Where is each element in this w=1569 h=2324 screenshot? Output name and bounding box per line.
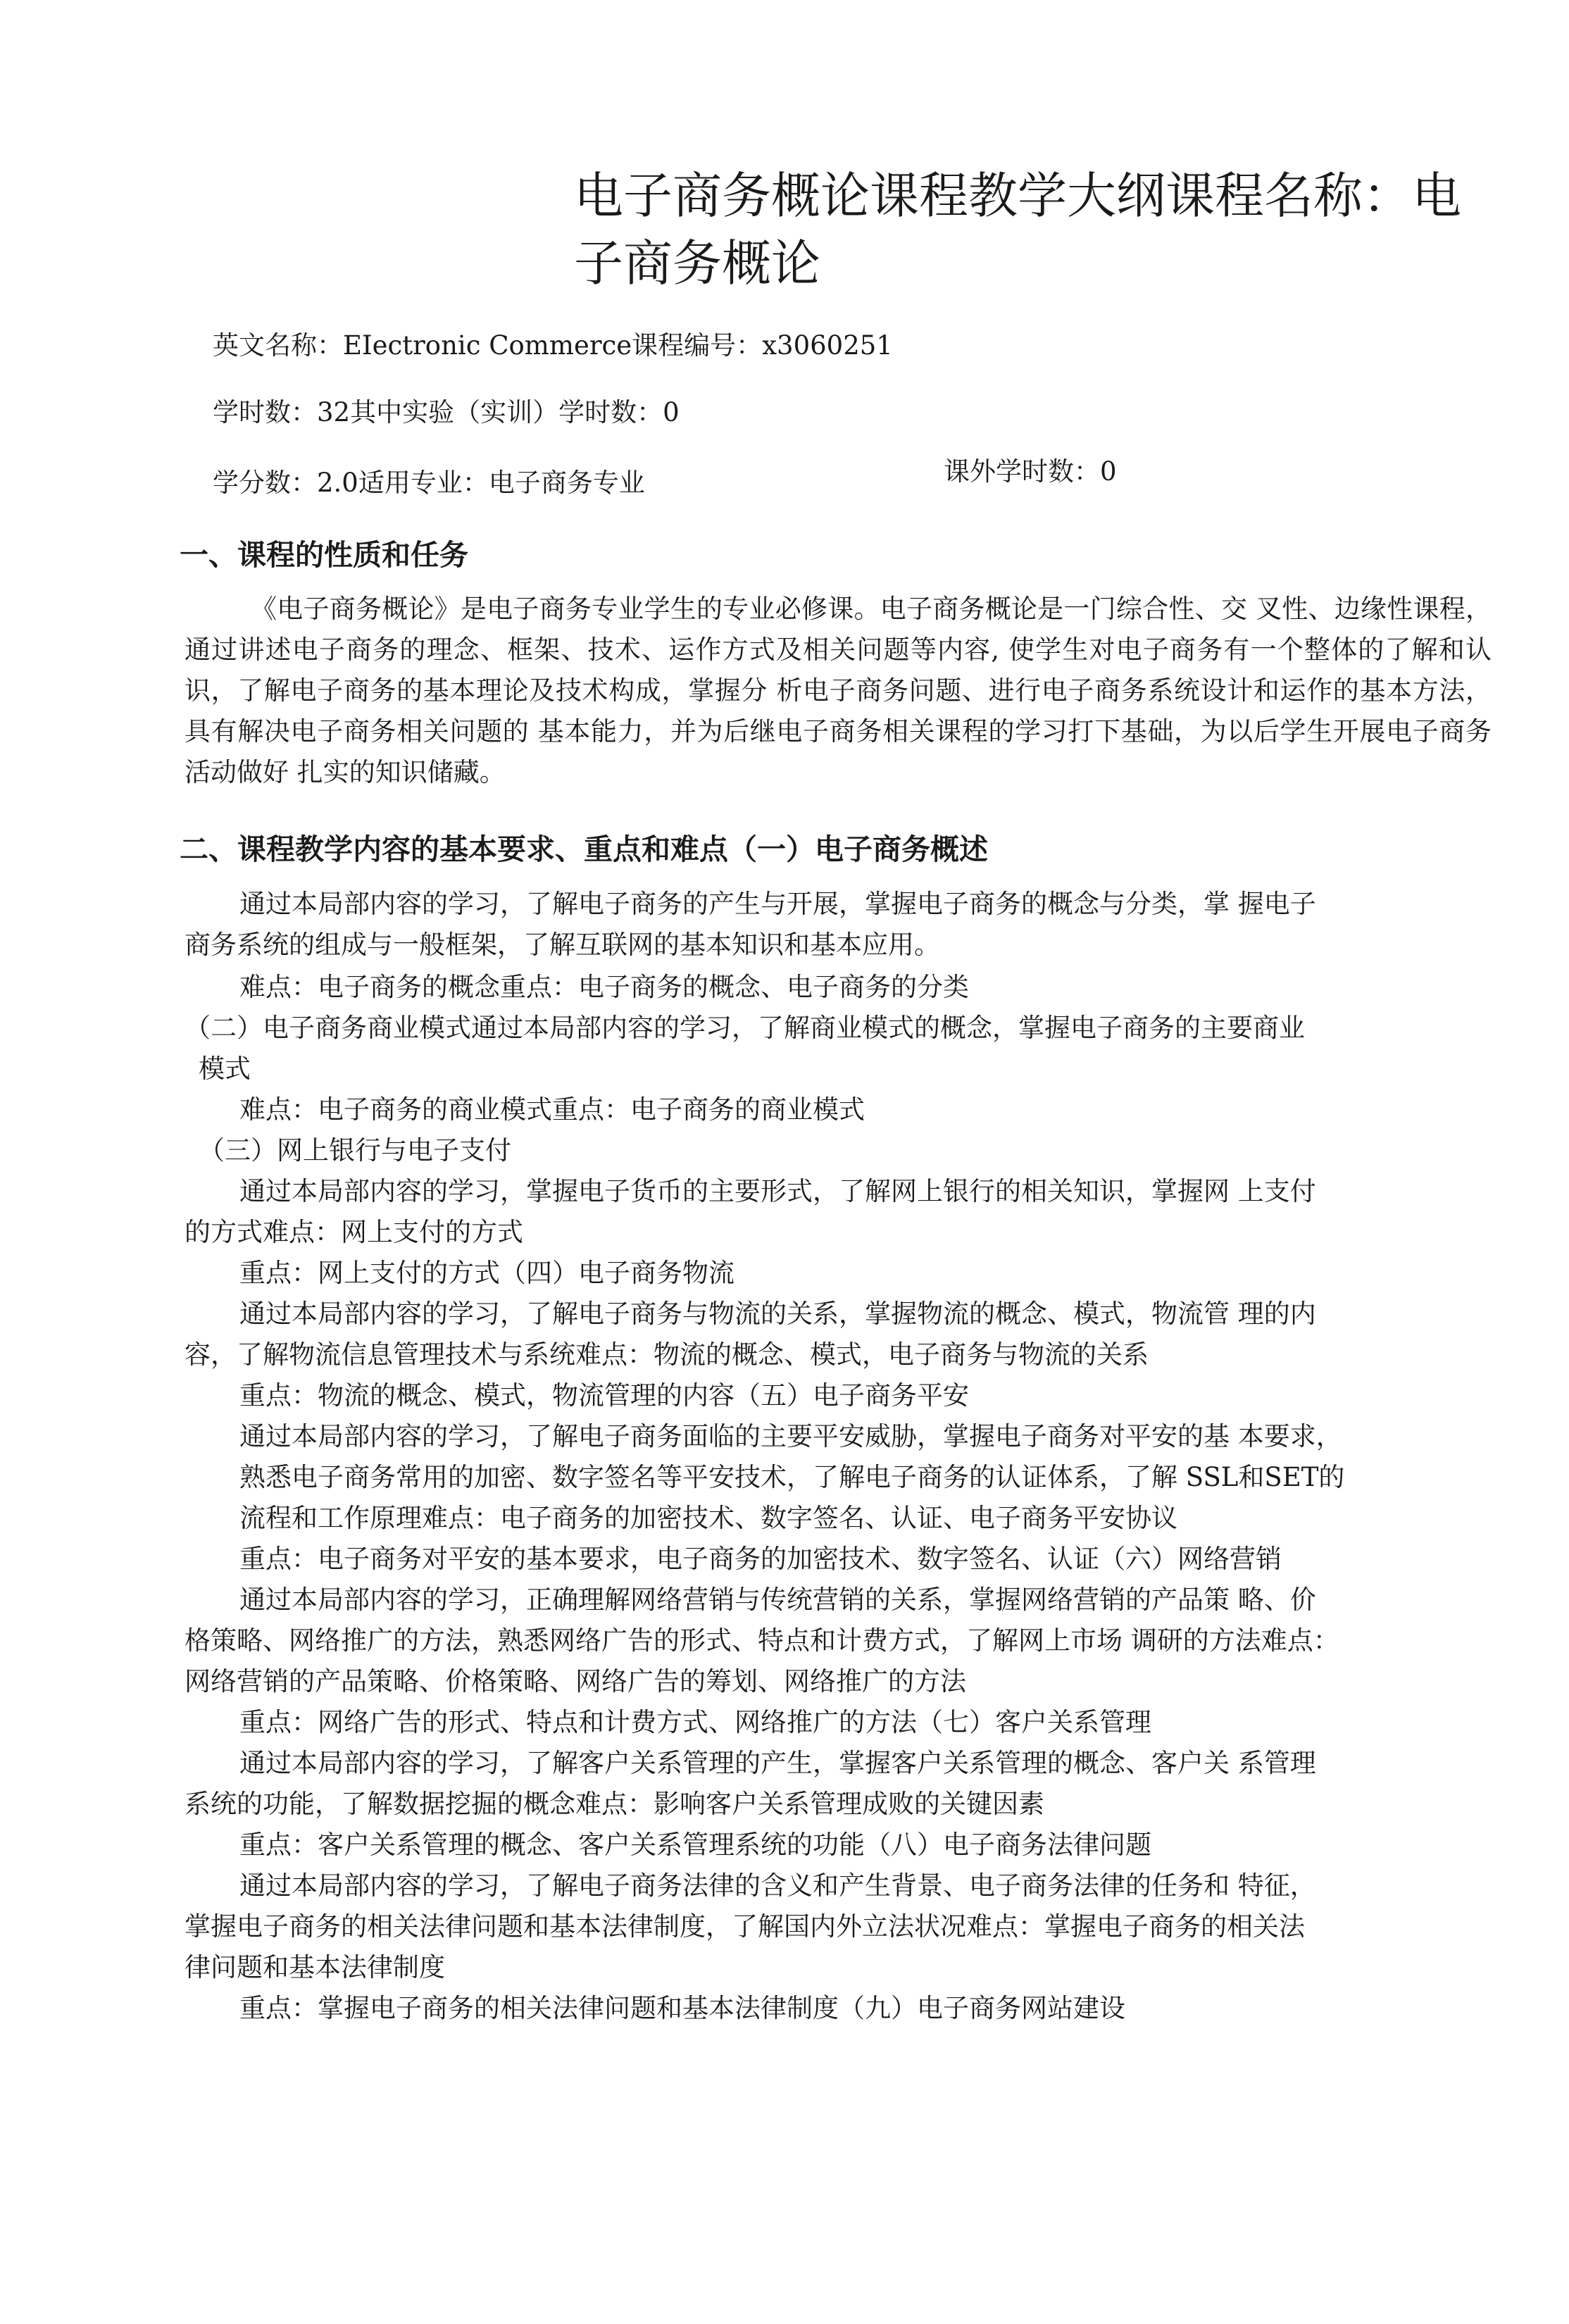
content-line: 系统的功能，了解数据挖掘的概念难点：影响客户关系管理成败的关键因素 bbox=[185, 1789, 1044, 1819]
content-line: 通过本局部内容的学习，正确理解网络营销与传统营销的关系，掌握网络营销的产品策 略、价 bbox=[239, 1585, 1316, 1615]
content-line: 流程和工作原理难点：电子商务的加密技术、数字签名、认证、电子商务平安协议 bbox=[239, 1503, 1177, 1533]
content-line: 重点：网络广告的形式、特点和计费方式、网络推广的方法（七）客户关系管理 bbox=[239, 1707, 1151, 1737]
content-line: 的方式难点：网上支付的方式 bbox=[185, 1217, 523, 1247]
content-line: 格策略、网络推广的方法，熟悉网络广告的形式、特点和计费方式，了解网上市场 调研的方法难点： bbox=[185, 1625, 1339, 1656]
content-line: 通过本局部内容的学习，掌握电子货币的主要形式，了解网上银行的相关知识，掌握网 上支付 bbox=[239, 1176, 1316, 1206]
extra-hours-info: 课外学时数：0 bbox=[944, 456, 1117, 487]
page-title: 电子商务概论课程教学大纲课程名称：电子商务概论 bbox=[574, 167, 1461, 292]
content-line: 熟悉电子商务常用的加密、数字签名等平安技术，了解电子商务的认证体系，了解 SSL和SET的 bbox=[239, 1462, 1345, 1492]
content-line: 律问题和基本法律制度 bbox=[185, 1952, 445, 1982]
credits-major-info: 学分数：2.0适用专业：电子商务专业 bbox=[213, 468, 645, 498]
content-line: 容，了解物流信息管理技术与系统难点：物流的概念、模式，电子商务与物流的关系 bbox=[185, 1339, 1149, 1370]
content-line: 模式 bbox=[199, 1054, 251, 1084]
content-line: （三）网上银行与电子支付 bbox=[199, 1135, 511, 1166]
content-line: 商务系统的组成与一般框架，了解互联网的基本知识和基本应用。 bbox=[185, 930, 940, 960]
section-1-paragraph: 《电子商务概论》是电子商务专业学生的专业必修课。电子商务概论是一门综合性、交 叉性、边缘性课程，通过讲述电子商务的理念、框架、技术、运作方式及相关问题等内容, 使学生对电子商务有一个整体的了解和认识，了解电子商务的基本理论及技术构成，掌握分 析电子商务问题、进行电子商务系统设计和运作的基本方法，具有解决电子商务相关问题的 基本能力，并为后继电子商务相关课程的学习打下基础，为以后学生开展电子商务活动做好 扎实的知识储藏。 bbox=[185, 594, 1492, 787]
content-line: 重点：掌握电子商务的相关法律问题和基本法律制度（九）电子商务网站建设 bbox=[239, 1993, 1125, 2023]
content-line: 重点：客户关系管理的概念、客户关系管理系统的功能（八）电子商务法律问题 bbox=[239, 1830, 1151, 1860]
hours-info: 学时数：32其中实验（实训）学时数：0 bbox=[213, 397, 680, 427]
section-2-heading: 二、课程教学内容的基本要求、重点和难点（一）电子商务概述 bbox=[180, 832, 988, 866]
content-line: 难点：电子商务的概念重点：电子商务的概念、电子商务的分类 bbox=[239, 972, 969, 1002]
section-1-heading: 一、课程的性质和任务 bbox=[180, 538, 468, 572]
content-line: 通过本局部内容的学习，了解电子商务与物流的关系，掌握物流的概念、模式，物流管 理的内 bbox=[239, 1299, 1316, 1329]
content-line: 通过本局部内容的学习，了解电子商务的产生与开展，掌握电子商务的概念与分类，掌 握电子 bbox=[239, 889, 1316, 919]
content-line: 通过本局部内容的学习，了解电子商务面临的主要平安威胁，掌握电子商务对平安的基 本要求， bbox=[239, 1421, 1342, 1451]
content-line: 重点：电子商务对平安的基本要求，电子商务的加密技术、数字签名、认证（六）网络营销 bbox=[239, 1544, 1282, 1574]
content-line: 重点：网上支付的方式（四）电子商务物流 bbox=[239, 1258, 735, 1288]
content-line: 重点：物流的概念、模式，物流管理的内容（五）电子商务平安 bbox=[239, 1380, 969, 1411]
content-line: （二）电子商务商业模式通过本局部内容的学习，了解商业模式的概念，掌握电子商务的主要商业 bbox=[185, 1013, 1305, 1043]
content-line: 网络营销的产品策略、价格策略、网络广告的筹划、网络推广的方法 bbox=[185, 1666, 966, 1697]
content-line: 通过本局部内容的学习，了解客户关系管理的产生，掌握客户关系管理的概念、客户关 系管理 bbox=[239, 1748, 1316, 1778]
content-line: 难点：电子商务的商业模式重点：电子商务的商业模式 bbox=[239, 1094, 865, 1125]
content-line: 掌握电子商务的相关法律问题和基本法律制度，了解国内外立法状况难点：掌握电子商务的相关法 bbox=[185, 1911, 1305, 1942]
content-line: 通过本局部内容的学习，了解电子商务法律的含义和产生背景、电子商务法律的任务和 特征， bbox=[239, 1870, 1316, 1901]
english-name-course-code: 英文名称：EIectronic Commerce课程编号：x3060251 bbox=[213, 330, 893, 361]
